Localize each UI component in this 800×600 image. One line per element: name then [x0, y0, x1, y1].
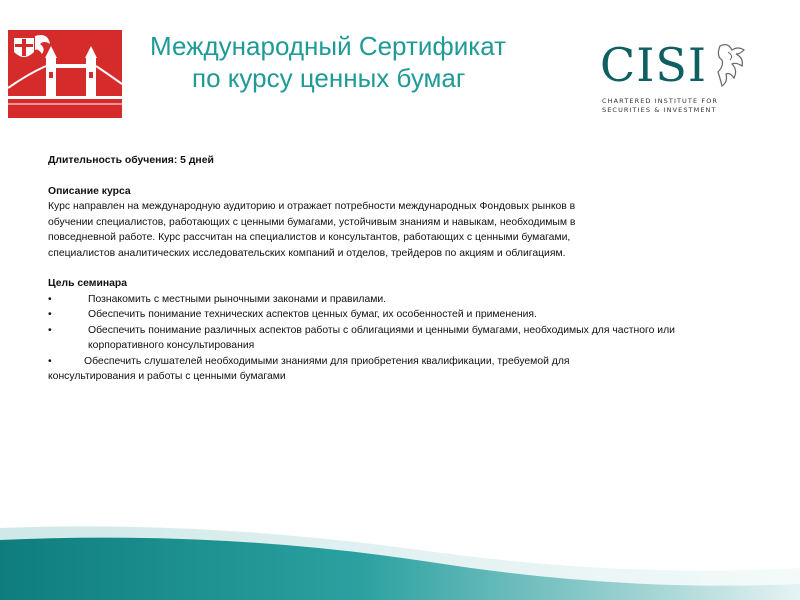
cisi-logo: [598, 40, 758, 118]
bullet-icon: •: [48, 355, 52, 367]
bullet-icon: •: [48, 293, 52, 305]
goal-text: Обеспечить понимание различных аспектов работы с облигациями и ценными бумагами, необходимых для частного или корпоративного консультирования: [88, 324, 675, 351]
description-line: обучении специалистов, работающих с ценными бумагами, устойчивым знаниям и навыкам, необходимым в: [48, 216, 576, 228]
title-line-1: Международный Сертификат: [150, 31, 507, 61]
duration-text: Длительность обучения: 5 дней: [48, 155, 214, 166]
title-line-2: по курсу ценных бумаг: [192, 63, 466, 93]
bullet-icon: •: [48, 324, 52, 336]
page-title: [140, 30, 590, 94]
decorative-wave: [0, 500, 800, 600]
list-item: [48, 354, 718, 385]
description-heading: Описание курса: [48, 185, 131, 197]
goal-text: Обеспечить понимание технических аспектов ценных бумаг, их особенностей и применения.: [88, 309, 537, 320]
goal-text: Познакомить с местными рыночными законами и правилами.: [88, 293, 387, 305]
list-item: [48, 307, 718, 323]
goal-text: Обеспечить слушателей необходимыми знаниями для приобретения квалификации, требуемой для: [84, 355, 570, 367]
cisi-subtitle: CHARTERED INSTITUTE FOR SECURITIES & INVESTMENT: [602, 97, 719, 114]
goal-heading: Цель семинара: [48, 278, 128, 289]
description-line: специалистов аналитических исследовательских компаний и отделов, трейдеров по акциям и облигациям.: [48, 247, 566, 259]
bullet-icon: •: [48, 309, 52, 320]
cisi-wordmark: CISI: [600, 38, 708, 92]
course-description: [48, 153, 718, 385]
description-line: повседневной работе. Курс рассчитан на специалистов и консультантов, работающих с ценными бумагами,: [48, 232, 571, 243]
list-item: [48, 323, 718, 354]
griffin-icon: [714, 42, 752, 88]
london-bridge-logo: [8, 30, 122, 118]
goal-text-continued: консультирования и работы с ценными бумагами: [48, 371, 286, 382]
description-line: Курс направлен на международную аудиторию и отражает потребности международных Фондовых рынков в: [48, 201, 576, 212]
list-item: [48, 292, 718, 308]
